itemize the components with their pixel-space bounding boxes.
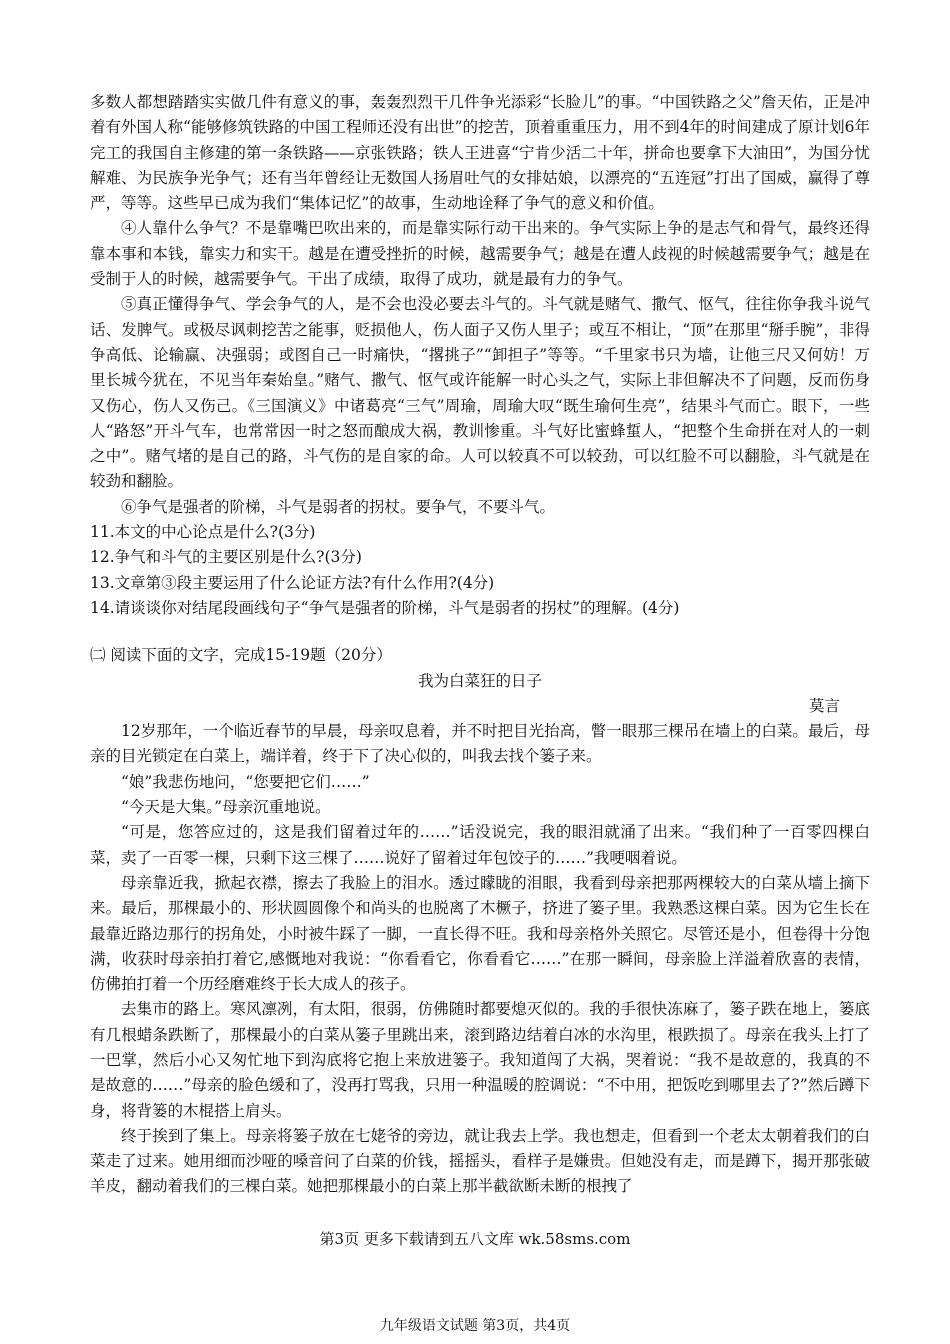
- story-paragraph-1: 12岁那年，一个临近春节的早晨，母亲叹息着，并不时把目光抬高，瞥一眼那三棵吊在墙上的白菜。最后，母亲的目光锁定在白菜上，端详着，终于下了决心似的，叫我去找个篓子来。: [90, 722, 870, 766]
- question-14: 14.请谈谈你对结尾段画线句子“争气是强者的阶梯，斗气是弱者的拐杖”的理解。(4分): [90, 598, 680, 617]
- question-11: 11.本文的中心论点是什么?(3分): [90, 523, 316, 542]
- story-paragraph-6: 去集市的路上。寒风凛冽，有太阳，很弱，仿佛随时都要熄灭似的。我的手很快冻麻了，篓子跌在地上，篓底有几根蜡条跌断了，那棵最小的白菜从篓子里跳出来，滚到路边结着白冰的水沟里，根跌损了。母亲在我头上打了一巴掌，然后小心又匆忙地下到沟底将它抱上来放进篓子。我知道闯了大祸，哭着说：“我不是故意的，我真的不是故意的……”母亲的脸色缓和了，没再打骂我，只用一种温暖的腔调说：“不中用，把饭吃到哪里去了?”然后蹲下身，将背篓的木棍搭上肩头。: [90, 1000, 870, 1120]
- question-13: 13.文章第③段主要运用了什么论证方法?有什么作用?(4分): [90, 573, 495, 592]
- download-footer: 第3页 更多下载请到五八文库 wk.58sms.com: [319, 1230, 631, 1248]
- essay-paragraph-4: ④人靠什么争气？不是靠嘴巴吹出来的，而是靠实际行动干出来的。争气实际上争的是志气和骨气，最终还得靠本事和本钱，靠实力和实干。越是在遭受挫折的时候，越需要争气；越是在遭人歧视的时候越需要争气；越是在受制于人的时候，越需要争气。干出了成绩，取得了成功，就是最有力的争气。: [90, 219, 870, 289]
- document-page: [90, 90, 870, 1200]
- essay-paragraph-3-end: 多数人都想踏踏实实做几件有意义的事，轰轰烈烈干几件争光添彩“长脸儿”的事。“中国铁路之父”詹天佑，正是冲着有外国人称“能够修筑铁路的中国工程师还没有出世”的挖苦，顶着重重压力，用不到4年的时间建成了原计划6年完工的我国自主修建的第一条铁路——京张铁路；铁人王进喜“宁肯少活二十年，拼命也要拿下大油田”，为国分忧解难、为民族争光争气；还有当年曾经让无数国人扬眉吐气的女排姑娘，以漂亮的“五连冠”打出了国威，赢得了尊严，等等。这些早已成为我们“集体记忆”的故事，生动地诠释了争气的意义和价值。: [90, 93, 870, 213]
- story-author: 莫言: [808, 696, 840, 715]
- section-spacer: [90, 621, 870, 643]
- story-paragraph-2: “娘”我悲伤地问，“您要把它们……”: [121, 772, 370, 791]
- story-title: 我为白菜狂的日子: [417, 671, 542, 690]
- story-paragraph-7: 终于挨到了集上。母亲将篓子放在七姥爷的旁边，就让我去上学。我也想走，但看到一个老太太朝着我们的白菜走了过来。她用细而沙哑的嗓音问了白菜的价钱，摇摇头，看样子是嫌贵。但她没有走，而是蹲下，揭开那张破羊皮，翻动着我们的三棵白菜。她把那棵最小的白菜上那半截欲断未断的根拽了: [90, 1126, 870, 1196]
- essay-paragraph-6: ⑥争气是强者的阶梯，斗气是弱者的拐杖。要争气，不要斗气。: [121, 497, 556, 516]
- story-paragraph-3: “今天是大集。”母亲沉重地说。: [121, 798, 331, 817]
- story-paragraph-5: 母亲靠近我，掀起衣襟，擦去了我脸上的泪水。透过矇眬的泪眼，我看到母亲把那两棵较大的白菜从墙上摘下来。最后，那棵最小的、形状圆圆像个和尚头的也脱离了木橛子，挤进了篓子里。我熟悉这棵白菜。因为它生长在最靠近路边那行的拐角处，小时被牛踩了一脚，一直长得不旺。我和母亲格外关照它。尽管还是小，但卷得十分饱满，收获时母亲拍打着它,感慨地对我说：“你看看它，你看看它……”在那一瞬间，母亲脸上洋溢着欣喜的表情，仿佛拍打着一个历经磨难终于长大成人的孩子。: [90, 873, 870, 994]
- essay-paragraph-5: ⑤真正懂得争气、学会争气的人，是不会也没必要去斗气的。斗气就是赌气、撒气、怄气，往往你争我斗说气话、发脾气。或极尽讽刺挖苦之能事，贬损他人，伤人面子又伤人里子；或互不相让，“顶”在那里“掰手腕”，非得争高低、论输赢、决强弱；或图自己一时痛快，“撂挑子”“卸担子”等等。“千里家书只为墙，让他三尺又何妨！万里长城今犹在，不见当年秦始皇。”赌气、撒气、怄气或许能解一时心头之气，实际上非但解决不了问题，反而伤身又伤心，伤人又伤己。《三国演义》中诸葛亮“三气”周瑜，周瑜大叹“既生瑜何生亮”，结果斗气而亡。眼下，一些人“路怒”开斗气车，也常常因一时之怒而酿成大祸，教训惨重。斗气好比蜜蜂蜇人，“把整个生命拼在对人的一刺之中”。赌气堵的是自己的路，斗气伤的是自家的命。人可以较真不可以较劲，可以红脸不可以翻脸，斗气就是在较劲和翻脸。: [90, 295, 870, 491]
- story-paragraph-4: “可是，您答应过的，这是我们留着过年的……”话没说完，我的眼泪就涌了出来。“我们种了一百零四棵白菜，卖了一百零一棵，只剩下这三棵了……说好了留着过年包饺子的……”我哽咽着说。: [90, 823, 870, 867]
- page-number-footer: 九年级语文试题 第3页，共4页: [379, 1318, 571, 1334]
- question-12: 12.争气和斗气的主要区别是什么?(3分): [90, 548, 362, 567]
- section-2-heading: ㈡ 阅读下面的文字，完成15-19题（20分）: [90, 646, 392, 665]
